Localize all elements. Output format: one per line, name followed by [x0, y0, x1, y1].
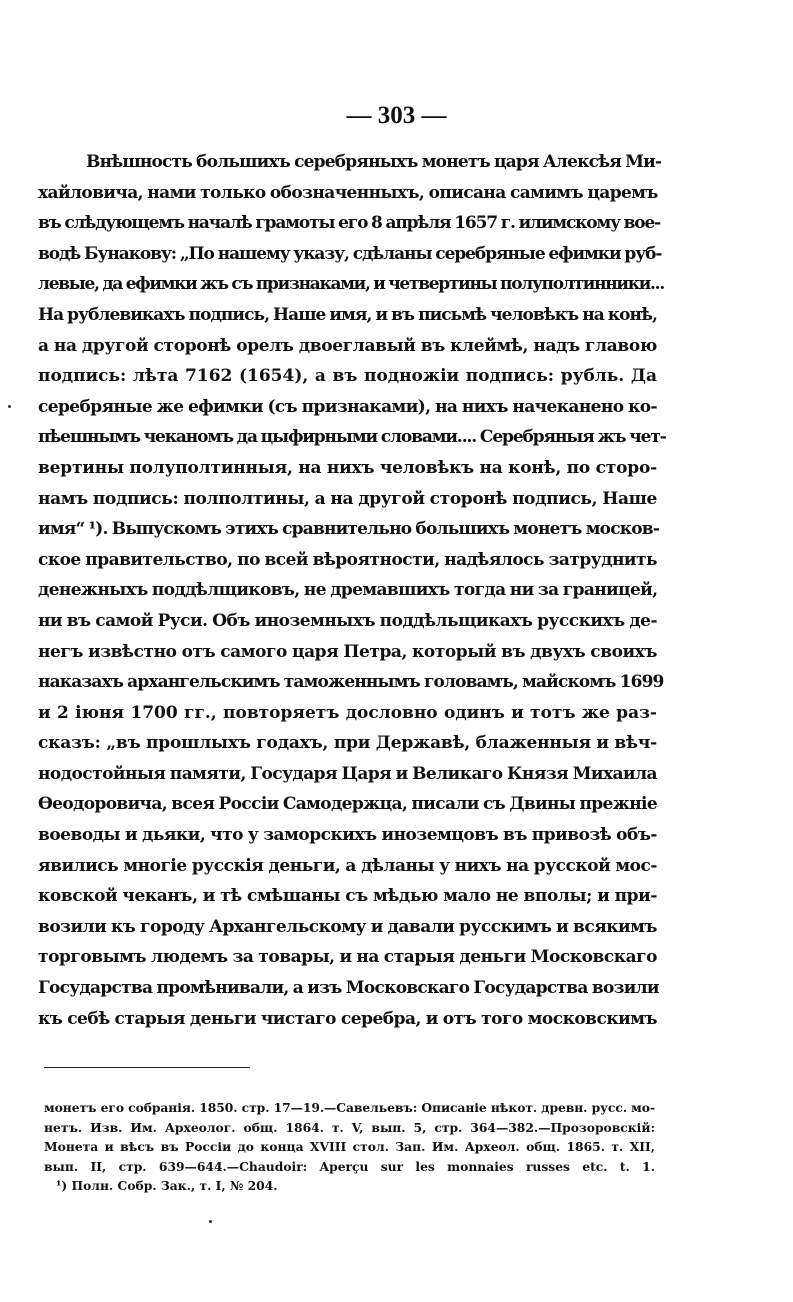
footnotes	[44, 1098, 655, 1196]
body-line: къ себѣ старыя деньги чистаго серебра, и отъ того московскимъ	[38, 1008, 657, 1029]
body-line: и 2 іюня 1700 гг., повторяетъ дословно одинъ и тотъ же раз-	[38, 702, 657, 723]
body-line: подпись: лѣта 7162 (1654), а въ подножіи подпись: рубль. Да	[38, 366, 657, 387]
body-line: торговымъ людемъ за товары, и на старыя деньги Московскаго	[38, 947, 657, 968]
body-line: нодостойныя памяти, Государя Царя и Великаго Князя Михаила	[38, 763, 657, 784]
footnote-line: вып. II, стр. 639—644.—Chaudoir: Aperçu sur les monnaies russes etc. t. 1.	[44, 1158, 655, 1174]
body-line: а на другой сторонѣ орелъ двоеглавый въ клеймѣ, надъ главою	[38, 335, 657, 356]
body-line: водѣ Бунакову: „По нашему указу, сдѣланы серебряные ефимки руб-	[38, 243, 662, 264]
scan-speck	[8, 405, 11, 408]
body-line: негъ извѣстно отъ самого царя Петра, который въ двухъ своихъ	[38, 641, 657, 662]
body-line: пѣешнымъ чеканомъ да цыфирными словами.... Серебряныя жъ чет-	[38, 427, 666, 448]
body-line: явились многіе русскія деньги, а дѣланы у нихъ на русской мос-	[38, 855, 657, 876]
body-line: денежныхъ поддѣлщиковъ, не дремавшихъ тогда ни за границей,	[38, 580, 658, 601]
body-line: Внѣшность большихъ серебряныхъ монетъ царя Алексѣя Ми-	[86, 152, 662, 172]
body-line: левые, да ефимки жъ съ признаками, и четвертины полуполтинники...	[38, 274, 664, 295]
footnote-line: ¹) Полн. Собр. Зак., т. I, № 204.	[56, 1178, 278, 1193]
scan-speck	[209, 1220, 212, 1223]
body-line: На рублевикахъ подпись, Наше имя, и въ письмѣ человѣкъ на конѣ,	[38, 304, 657, 325]
page-number: — 303 —	[346, 102, 447, 129]
footnote-divider	[44, 1067, 250, 1068]
footnote-line: Монета и вѣсъ въ Россіи до конца XVIII стол. Зап. Им. Археол. общ. 1865. т. XII,	[44, 1139, 655, 1154]
body-line: ни въ самой Руси. Объ иноземныхъ поддѣльщикахъ русскихъ де-	[38, 610, 657, 631]
body-line: наказахъ архангельскимъ таможеннымъ головамъ, майскомъ 1699	[38, 672, 664, 693]
footnote-line: монетъ его собранія. 1850. стр. 17—19.—Савельевъ: Описаніе нѣкот. древн. русс. мо-	[44, 1100, 655, 1115]
body-line: ское правительство, по всей вѣроятности, надѣялось затруднить	[38, 549, 657, 570]
body-line: въ слѣдующемъ началѣ грамоты его 8 апрѣля 1657 г. илимскому вое-	[38, 213, 661, 234]
body-line: сказъ: „въ прошлыхъ годахъ, при Державѣ, блаженныя и вѣч-	[38, 733, 657, 754]
body-line: серебряные же ефимки (съ признаками), на нихъ начеканено ко-	[38, 396, 657, 417]
body-line: хайловича, нами только обозначенныхъ, описана самимъ царемъ	[38, 182, 658, 203]
footnote-line: нетъ. Изв. Им. Археолог. общ. 1864. т. V, вып. 5, стр. 364—382.—Прозоровскій:	[44, 1119, 655, 1135]
body-text	[38, 147, 666, 1034]
body-line: Ѳеодоровича, всея Россіи Самодержца, писали съ Двины прежніе	[38, 794, 658, 815]
body-line: имя“ ¹). Выпускомъ этихъ сравнительно большихъ монетъ москов-	[38, 519, 660, 540]
body-line: вертины полуполтинныя, на нихъ человѣкъ на конѣ, по сторо-	[38, 457, 657, 478]
body-line: Государства промѣнивали, а изъ Московскаго Государства возили	[38, 978, 659, 999]
body-line: воеводы и дьяки, что у заморскихъ иноземцовъ въ привозѣ объ-	[38, 825, 657, 846]
body-line: возили къ городу Архангельскому и давали русскимъ и всякимъ	[38, 916, 657, 937]
body-line: намъ подпись: полполтины, а на другой сторонѣ подпись, Наше	[38, 488, 657, 509]
body-line: ковской чеканъ, и тѣ смѣшаны съ мѣдью мало не вполы; и при-	[38, 886, 657, 907]
